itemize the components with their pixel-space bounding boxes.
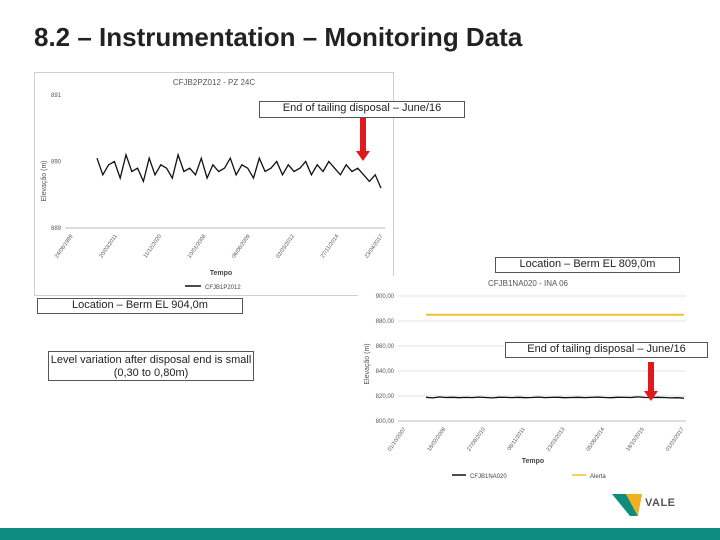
x-tick-label: 20/03/2011	[98, 233, 119, 260]
y-tick-label: 820,00	[375, 394, 394, 400]
callout-location-904: Location – Berm EL 904,0m	[37, 298, 243, 314]
callout-location-809: Location – Berm EL 809,0m	[495, 257, 680, 273]
x-tick-label: 27/09/2010	[466, 426, 488, 453]
x-tick-label: 23/03/2013	[545, 426, 567, 453]
chart-title: CFJB2PZ012 - PZ 24C	[172, 78, 256, 87]
x-tick-label: 06/06/2009	[231, 233, 252, 260]
y-tick-label: 900,00	[375, 294, 394, 300]
y-tick-label: 840,00	[375, 369, 394, 375]
x-tick-label: 01/10/2007	[386, 426, 408, 453]
x-tick-label: 18/02/2009	[426, 426, 448, 453]
y-axis-label: Elevação (m)	[41, 160, 48, 202]
red-arrow-icon	[356, 118, 370, 161]
x-tick-label: 18/10/2015	[625, 426, 646, 453]
callout-end-disposal-top: End of tailing disposal – June/16	[259, 101, 465, 118]
x-axis-label: Tempo	[521, 458, 545, 465]
x-tick-label: 27/11/2014	[319, 233, 341, 260]
x-tick-label: 10/01/2008	[186, 233, 208, 260]
callout-end-disposal-bottom: End of tailing disposal – June/16	[505, 342, 708, 358]
y-tick-label: 889	[50, 226, 61, 232]
x-tick-label: 23/04/2017	[363, 233, 385, 260]
y-tick-label: 880,00	[375, 319, 394, 325]
y-tick-label: 891	[50, 93, 61, 99]
footer-bar	[0, 528, 720, 540]
slide-title: 8.2 – Instrumentation – Monitoring Data	[34, 22, 523, 52]
x-tick-label: 08/11/2011	[506, 426, 527, 453]
legend-label-series: CFJB1NA020	[470, 474, 507, 480]
chart-title: CFJB1NA020 - INA 06	[487, 279, 569, 288]
callout-level-variation: Level variation after disposal end is small (0,30 to 0,80m)	[48, 351, 254, 381]
y-tick-label: 890	[50, 159, 61, 166]
y-tick-label: 860,00	[375, 344, 394, 350]
y-tick-label: 800,00	[375, 419, 394, 425]
legend-label: CFJB1P2012	[205, 285, 241, 291]
x-tick-label: 05/06/2014	[585, 426, 607, 453]
legend-label-alert: Alerta	[590, 474, 606, 480]
x-tick-label: 01/03/2017	[664, 426, 686, 453]
x-tick-label: 24/06/1999	[53, 233, 75, 260]
y-axis-label: Elevação (m)	[364, 343, 371, 385]
x-tick-label: 02/03/2012	[275, 233, 297, 260]
brand-name: VALE	[645, 497, 676, 509]
red-arrow-icon	[644, 362, 658, 401]
x-tick-label: 11/12/2020	[142, 233, 164, 260]
x-axis-label: Tempo	[209, 270, 233, 277]
